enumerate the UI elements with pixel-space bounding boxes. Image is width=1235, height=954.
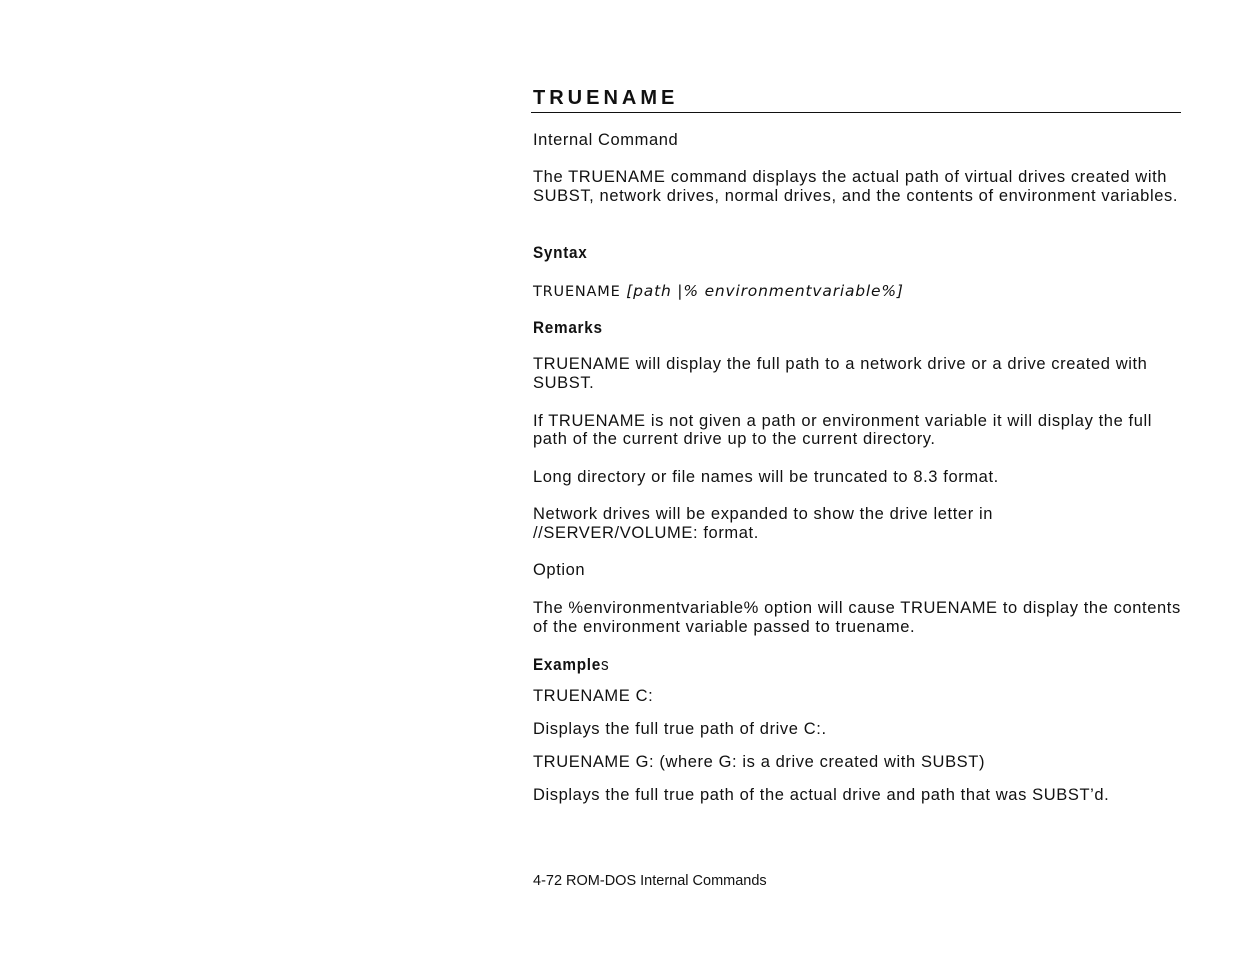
examples-heading (533, 655, 609, 675)
page-title: TRUENAME (533, 87, 679, 109)
option-label: Option (533, 561, 586, 579)
remark-paragraph: Network drives will be expanded to show the drive letter in //SERVER/VOLUME: format. (533, 505, 994, 542)
example-explanation: Displays the full true path of drive C:. (533, 720, 827, 738)
page-footer: 4-72 ROM-DOS Internal Commands (533, 873, 767, 889)
command-type: Internal Command (533, 131, 679, 149)
document-page (533, 86, 1181, 804)
remark-paragraph: TRUENAME will display the full path to a network drive or a drive created with SUBST. (533, 355, 1148, 392)
option-paragraph: The %environmentvariable% option will cause TRUENAME to display the contents of the environment variable passed to truename. (533, 599, 1181, 636)
title-rule (531, 112, 1181, 113)
example-command: TRUENAME C: (533, 687, 654, 705)
syntax-line (533, 281, 904, 302)
syntax-heading: Syntax (533, 243, 588, 262)
description-paragraph: The TRUENAME command displays the actual path of virtual drives created with SUBST, network drives, normal drives, and the contents of environment variables. (533, 168, 1179, 205)
remarks-heading: Remarks (533, 318, 603, 337)
examples-heading-bold: Example (533, 655, 601, 674)
examples-heading-tail: s (600, 655, 610, 674)
remark-paragraph: If TRUENAME is not given a path or environment variable it will display the full path of the current drive up to the current directory. (533, 412, 1153, 448)
syntax-command: TRUENAME (533, 284, 621, 300)
remark-paragraph: Long directory or file names will be truncated to 8.3 format. (533, 468, 999, 486)
example-explanation: Displays the full true path of the actual drive and path that was SUBST’d. (533, 786, 1110, 804)
example-command: TRUENAME G: (where G: is a drive created with SUBST) (533, 753, 986, 771)
syntax-arguments: [path |% environmentvariable%] (626, 282, 904, 300)
